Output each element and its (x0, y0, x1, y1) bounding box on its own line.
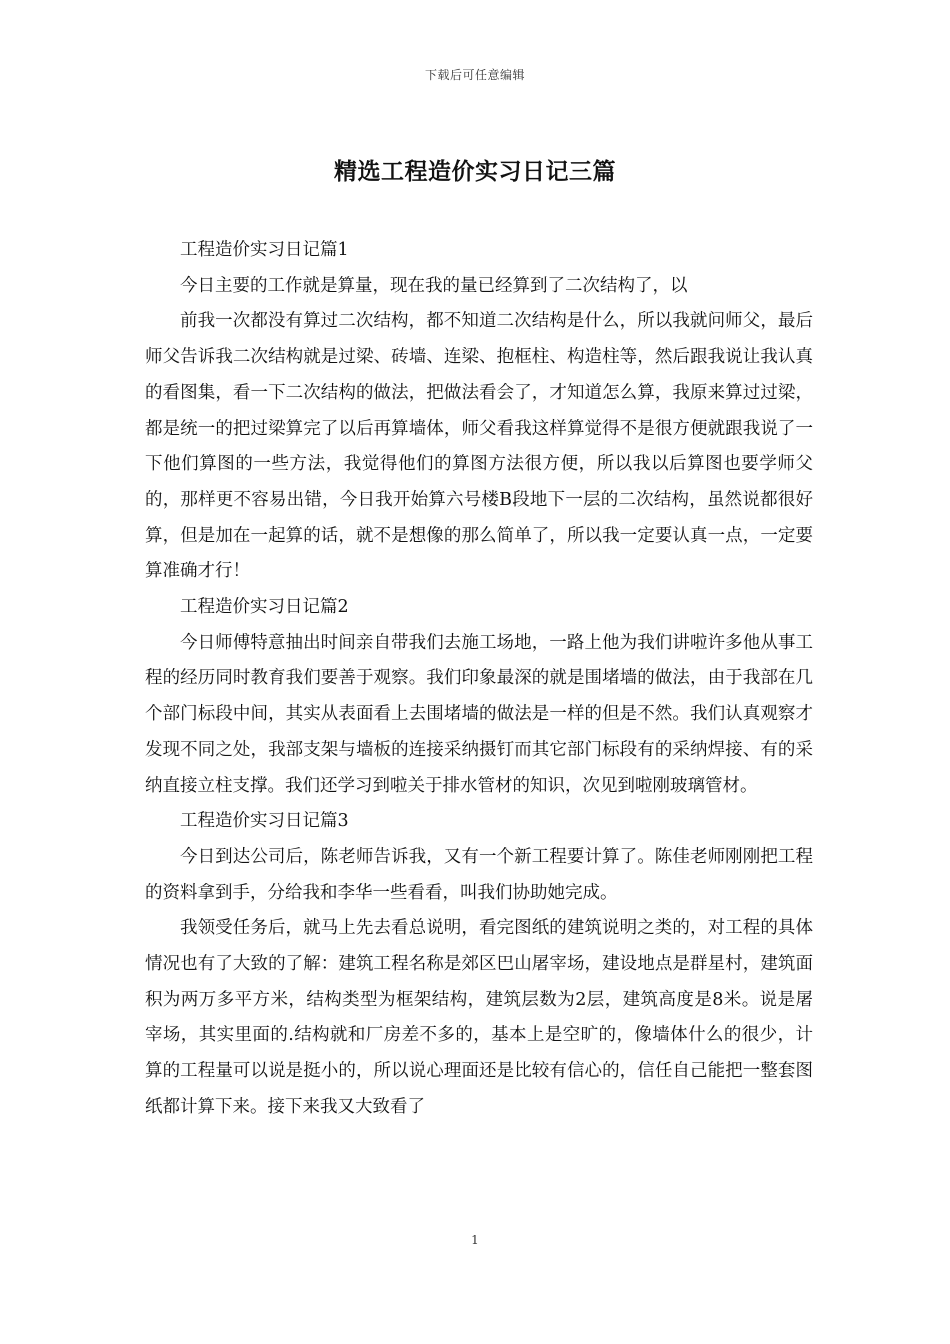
page-number: 1 (471, 1233, 479, 1247)
section-heading-3: 工程造价实习日记篇3 (180, 811, 349, 832)
paragraph-2: 今日师傅特意抽出时间亲自带我们去施工场地，一路上他为我们讲啦许多他从事工程的经历同时教育我们要善于观察。我们印象最深的就是围堵墙的做法，由于我部在几个部门标段中间，其实从表面看上去围堵墙的做法是一样的但是不然。我们认真观察才发现不同之处，我部支架与墙板的连接采纳摄钉而其它部门标段有的采纳焊接、有的采纳直接立柱支撑。我们还学习到啦关于排水管材的知识，次见到啦刚玻璃管材。 (145, 632, 813, 796)
document-body (145, 233, 813, 1126)
paragraph-3: 今日到达公司后，陈老师告诉我，又有一个新工程要计算了。陈佳老师刚刚把工程的资料拿到手，分给我和李华一些看看，叫我们协助她完成。 (145, 846, 813, 903)
section-heading-2: 工程造价实习日记篇2 (180, 597, 349, 618)
header-note: 下载后可任意编辑 (424, 68, 525, 82)
paragraph-1-continuation: 前我一次都没有算过二次结构，都不知道二次结构是什么，所以我就问师父，最后师父告诉我二次结构就是过梁、砖墙、连梁、抱框柱、构造柱等，然后跟我说让我认真的看图集，看一下二次结构的做法，把做法看会了，才知道怎么算，我原来算过过梁，都是统一的把过梁算完了以后再算墙体，师父看我这样算觉得不是很方便就跟我说了一下他们算图的一些方法，我觉得他们的算图方法很方便，所以我以后算图也要学师父的，那样更不容易出错，今日我开始算六号楼B段地下一层的二次结构，虽然说都很好算，但是加在一起算的话，就不是想像的那么简单了，所以我一定要认真一点，一定要算准确才行！ (145, 311, 813, 582)
paragraph-4: 我领受任务后，就马上先去看总说明，看完图纸的建筑说明之类的，对工程的具体情况也有了大致的了解：建筑工程名称是郊区巴山屠宰场，建设地点是群星村，建筑面积为两万多平方米，结构类型为框架结构，建筑层数为2层，建筑高度是8米。说是屠宰场，其实里面的.结构就和厂房差不多的，基本上是空旷的，像墙体什么的很少，计算的工程量可以说是挺小的，所以说心理面还是比较有信心的，信任自己能把一整套图纸都计算下来。接下来我又大致看了 (145, 918, 813, 1117)
section-heading-1: 工程造价实习日记篇1 (180, 240, 349, 260)
document-title: 精选工程造价实习日记三篇 (334, 158, 616, 185)
paragraph-1-line-1: 今日主要的工作就是算量，现在我的量已经算到了二次结构了，以 (180, 275, 688, 296)
